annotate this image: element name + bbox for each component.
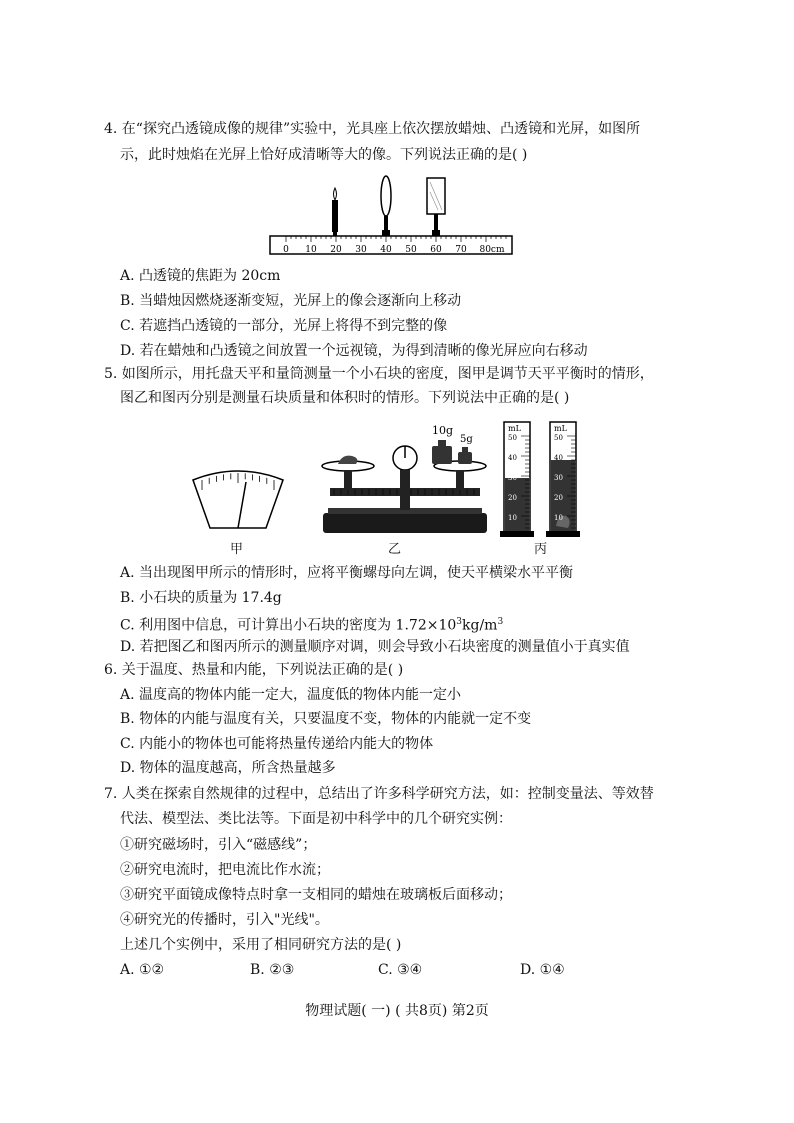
weight-10g [432, 446, 452, 464]
q7-question: 上述几个实例中，采用了相同研究方法的是( ) [120, 937, 402, 953]
q7-item-1: ①研究磁场时，引入“磁感线”； [120, 837, 317, 853]
page-footer: 物理试题( 一) ( 共8页) 第2页 [305, 1003, 489, 1019]
q7-item-2: ②研究电流时，把电流比作水流； [120, 862, 330, 878]
q6-stem: 6. 关于温度、热量和内能，下列说法正确的是( ) [104, 662, 404, 678]
q7-option-c: C. ③④ [378, 962, 423, 978]
water-level-1 [505, 478, 529, 531]
q7-option-b: B. ②③ [250, 962, 295, 978]
q4-option-b: B. 当蜡烛因燃烧逐渐变短，光屏上的像会逐渐向上移动 [120, 293, 462, 309]
optical-bench-figure [266, 172, 516, 262]
weight-5g [458, 452, 472, 464]
tray-balance-figure [320, 418, 490, 538]
figure-label-bing: 丙 [534, 542, 548, 557]
q7-stem-line1: 7. 人类在探索自然规律的过程中，总结出了许多科学研究方法，如：控制变量法、等效替 [104, 786, 654, 802]
weight-10g-label: 10g [432, 424, 454, 437]
figure-label-jia: 甲 [230, 542, 244, 557]
cylinder-scale-label: 40 [554, 454, 563, 462]
weight-5g-label: 5g [460, 434, 473, 445]
cylinder-scale-label: 50 [554, 434, 563, 442]
ruler-label: 30 [355, 245, 367, 255]
q7-option-d: D. ①④ [520, 962, 565, 978]
stone-icon [338, 456, 357, 464]
q5-option-a: A. 当出现图甲所示的情形时，应将平衡螺母向左调，使天平横梁水平平衡 [120, 565, 574, 581]
cylinder-scale-label: 30 [554, 474, 563, 482]
ruler-label: 70 [455, 245, 467, 255]
light-screen-icon [427, 178, 445, 237]
q4-option-d: D. 若在蜡烛和凸透镜之间放置一个远视镜，为得到清晰的像光屏应向右移动 [120, 343, 588, 359]
q7-option-a: A. ①② [120, 962, 165, 978]
q6-option-a: A. 温度高的物体内能一定大，温度低的物体内能一定小 [120, 687, 462, 703]
q6-option-d: D. 物体的温度越高，所含热量越多 [120, 760, 336, 776]
q4-option-a: A. 凸透镜的焦距为 20cm [120, 268, 281, 284]
q5-stem-line2: 图乙和图丙分别是测量石块质量和体积时的情形。下列说法中正确的是( ) [120, 390, 570, 406]
cylinder2-unit: mL [554, 424, 567, 433]
cylinder-scale-label: 20 [508, 494, 517, 502]
q7-item-3: ③研究平面镜成像特点时拿一支相同的蜡烛在玻璃板后面移动； [120, 887, 512, 903]
q5-option-c: C. 利用图中信息，可计算出小石块的密度为 $1.72\times 10^3kg/m^3$ [120, 617, 504, 634]
cylinder-scale-label: 40 [508, 454, 517, 462]
cylinder-scale-label: 50 [508, 434, 517, 442]
ruler-label: 50 [405, 245, 417, 255]
ruler-label: 20 [330, 245, 342, 255]
q7-item-4: ④研究光的传播时，引入"光线"。 [120, 912, 329, 928]
cylinder-scale-label: 20 [554, 494, 563, 502]
cylinder1-unit: mL [508, 424, 521, 433]
cylinder-scale-label: 10 [508, 514, 517, 522]
graduated-cylinder-figure [500, 418, 590, 540]
balance-dial-figure [188, 462, 288, 532]
q6-option-c: C. 内能小的物体也可能将热量传递给内能大的物体 [120, 736, 434, 752]
q7-stem-line2: 代法、模型法、类比法等。下面是初中科学中的几个研究实例： [120, 811, 512, 827]
candle-icon [332, 188, 338, 237]
q4-option-c: C. 若遮挡凸透镜的一部分，光屏上将得不到完整的像 [120, 318, 448, 334]
cylinder-scale-label: 30 [508, 474, 517, 482]
q5-option-d: D. 若把图乙和图丙所示的测量顺序对调，则会导致小石块密度的测量值小于真实值 [120, 639, 630, 655]
q6-option-b: B. 物体的内能与温度有关，只要温度不变，物体的内能就一定不变 [120, 711, 532, 727]
q4-stem-line2: 示，此时烛焰在光屏上恰好成清晰等大的像。下列说法正确的是( ) [120, 147, 528, 163]
cylinder-scale-label: 10 [554, 514, 563, 522]
ruler-label: 10 [305, 245, 317, 255]
ruler-label: 40 [380, 245, 392, 255]
q5-stem-line1: 5. 如图所示，用托盘天平和量筒测量一个小石块的密度，图甲是调节天平平衡时的情形， [104, 366, 654, 382]
ruler-label: 60 [430, 245, 442, 255]
convex-lens-icon [381, 176, 391, 237]
q4-stem-line1: 4. 在“探究凸透镜成像的规律”实验中，光具座上依次摆放蜡烛、凸透镜和光屏，如图所 [104, 121, 641, 137]
q5-option-b: B. 小石块的质量为 17.4g [120, 590, 282, 606]
ruler-label: 0 [283, 245, 289, 255]
figure-label-yi: 乙 [388, 542, 402, 557]
ruler-label: 80cm [479, 245, 505, 255]
